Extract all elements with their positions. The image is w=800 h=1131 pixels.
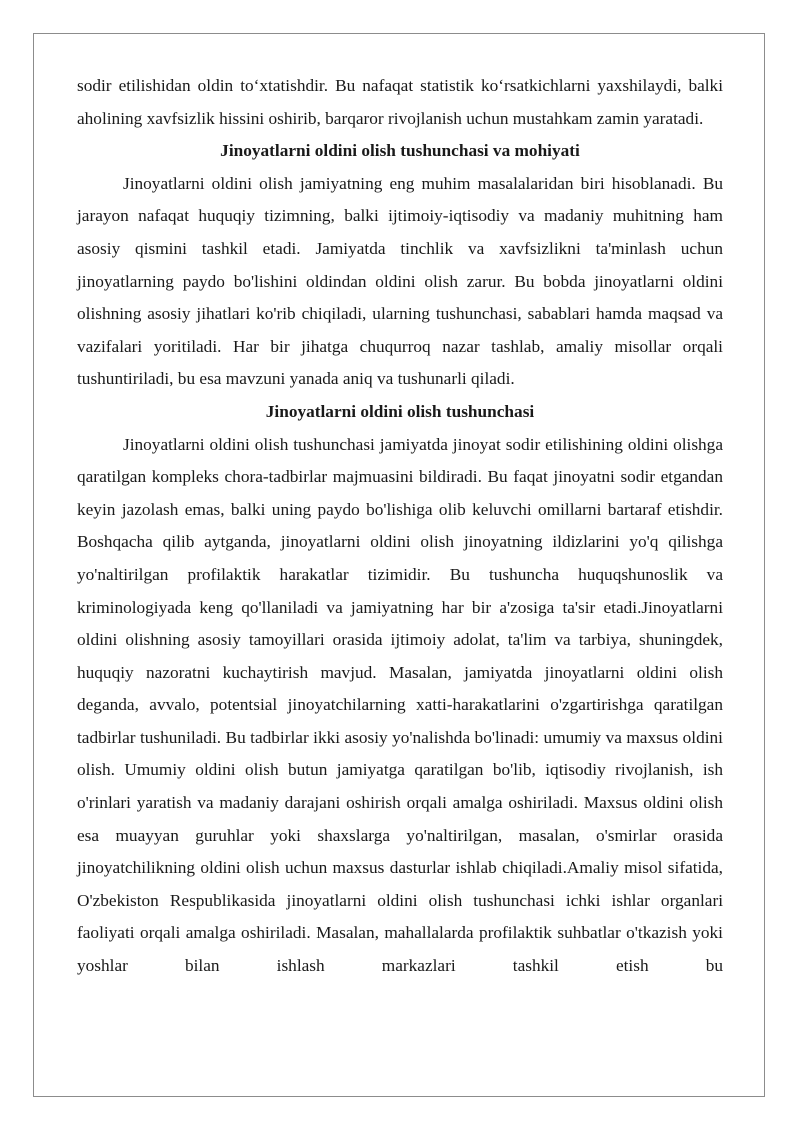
body-paragraph-1: Jinoyatlarni oldini olish jamiyatning eng muhim masalalaridan biri hisoblanadi. Bu jarayon nafaqat huquqiy tizimning, balki ijtimoiy-iqtisodiy va madaniy muhitning ham asosiy qismini tashkil etadi. Jamiyatda tinchlik va xavfsizlikni ta'minlash uchun jinoyatlarning paydo bo'lishini oldindan oldini olish zarur. Bu bobda jinoyatlarni oldini olishning asosiy jihatlari ko'rib chiqiladi, ularning tushunchasi, sabablari hamda maqsad va vazifalari yoritiladi. Har bir jihatga chuqurroq nazar tashlab, amaliy misollar orqali tushuntiriladi, bu esa mavzuni yanada aniq va tushunarli qiladi. <box>77 173 723 389</box>
intro-paragraph: sodir etilishidan oldin to‘xtatishdir. Bu nafaqat statistik ko‘rsatkichlarni yaxshilaydi, balki aholining xavfsizlik hissini oshirib, barqaror rivojlanish uchun mustahkam zamin yaratadi. <box>77 76 723 128</box>
section-heading-concept: Jinoyatlarni oldini olish tushunchasi <box>265 401 535 421</box>
section-heading-concept-and-essence: Jinoyatlarni oldini olish tushunchasi va mohiyati <box>220 141 580 161</box>
document-body <box>77 70 723 983</box>
body-paragraph-2: Jinoyatlarni oldini olish tushunchasi jamiyatda jinoyat sodir etilishining oldini olishga qaratilgan kompleks chora-tadbirlar majmuasini bildiradi. Bu faqat jinoyatni sodir etgandan keyin jazolash emas, balki uning paydo bo'lishiga olib keluvchi omillarni bartaraf etishdir. Boshqacha qilib aytganda, jinoyatlarni oldini olish jinoyatning ildizlarini yo'q qilishga yo'naltirilgan profilaktik harakatlar tizimidir. Bu tushuncha huquqshunoslik va kriminologiyada keng qo'llaniladi va jamiyatning har bir a'zosiga ta'sir etadi.Jinoyatlarni oldini olishning asosiy tamoyillari orasida ijtimoiy adolat, ta'lim va tarbiya, shuningdek, huquqiy nazoratni kuchaytirish mavjud. Masalan, jamiyatda jinoyatlarni oldini olish deganda, avvalo, potentsial jinoyatchilarning xatti-harakatlarini o'zgartirishga qaratilgan tadbirlar tushuniladi. Bu tadbirlar ikki asosiy yo'nalishda bo'linadi: umumiy va maxsus oldini olish. Umumiy oldini olish butun jamiyatga qaratilgan bo'lib, iqtisodiy rivojlanish, ish o'rinlari yaratish va madaniy darajani oshirish orqali amalga oshiriladi. Maxsus oldini olish esa muayyan guruhlar yoki shaxslarga yo'naltirilgan, masalan, o'smirlar orasida jinoyatchilikning oldini olish uchun maxsus dasturlar ishlab chiqiladi.Amaliy misol sifatida, O'zbekiston Respublikasida jinoyatlarni oldini olish tushunchasi ichki ishlar organlari faoliyati orqali amalga oshiriladi. Masalan, mahallalarda profilaktik suhbatlar o'tkazish yoki yoshlar bilan ishlash markazlari tashkil etish bu <box>77 434 723 976</box>
